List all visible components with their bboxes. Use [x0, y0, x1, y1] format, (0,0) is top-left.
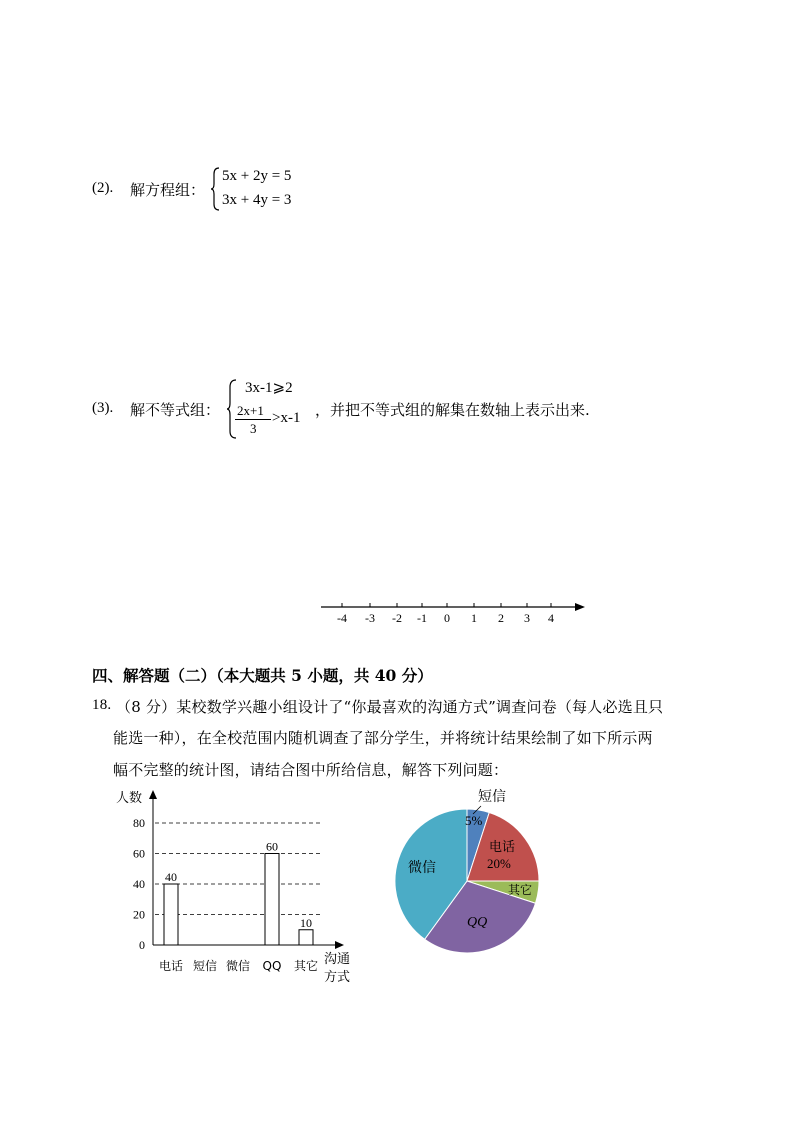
number-line-tick-label: 2: [498, 611, 504, 625]
bar-chart-xlabel-1: 沟通: [324, 952, 351, 967]
number-line-tick-label: 4: [548, 611, 554, 625]
number-line-tick-label: -4: [337, 611, 347, 625]
section-4-title: 四、解答题（二）（本大题共 5 小题，共 40 分）: [92, 666, 433, 685]
bar-chart-ytick-label: 60: [133, 846, 145, 861]
q3-ineq2-rhs: >x-1: [272, 410, 301, 426]
q3-frac-num: 2x+1: [237, 403, 264, 418]
bar-chart-xlabel-2: 方式: [324, 970, 351, 985]
number-line-tick-label: 3: [524, 611, 530, 625]
bar-chart-ytick-label: 20: [133, 907, 145, 922]
pie-label-qq: QQ: [467, 915, 488, 930]
pie-label-duanxin-pct: 5%: [465, 813, 483, 828]
bar-chart: [110, 785, 370, 990]
bar-chart-data-label: 60: [266, 839, 278, 854]
pie-label-weixin: 微信: [408, 860, 436, 876]
bar-chart-category-label: 微信: [225, 959, 251, 973]
bar-chart-category-label: 短信: [192, 959, 218, 973]
number-line-tick-label: -2: [392, 611, 402, 625]
q3-frac-den: 3: [250, 421, 257, 436]
q2-label: (2).: [92, 180, 114, 196]
bar-chart-ylabel: 人数: [116, 791, 143, 806]
bar-chart-ytick-label: 80: [133, 816, 145, 830]
number-line-tick-label: 0: [444, 611, 450, 625]
q3-label: (3).: [92, 400, 114, 416]
q3-prompt: 解不等式组：: [130, 401, 221, 419]
q2-eq1: 5x + 2y = 5: [222, 168, 292, 184]
bar-chart-bar: [265, 854, 279, 946]
bar-chart-category-label: QQ: [262, 959, 282, 973]
bar-chart-y-arrow: [149, 790, 157, 799]
q18-number: 18.: [92, 697, 112, 713]
q18-line1: （8 分）某校数学兴趣小组设计了“你最喜欢的沟通方式”调查问卷（每人必选且只: [116, 698, 664, 716]
pie-label-duanxin: 短信: [478, 789, 506, 805]
q18-line2: 能选一种），在全校范围内随机调查了部分学生，并将统计结果绘制了如下所示两: [113, 729, 653, 747]
bar-chart-data-label: 10: [300, 915, 312, 930]
bar-chart-data-label: 40: [165, 870, 177, 884]
pie-label-qita: 其它: [508, 883, 533, 897]
pie-chart: [385, 785, 560, 965]
number-line-tick-label: 1: [471, 611, 477, 625]
q2-eq2: 3x + 4y = 3: [222, 192, 292, 208]
bar-chart-x-arrow: [335, 941, 344, 949]
q3-frac-bar: [235, 419, 271, 420]
number-line-arrow: [575, 603, 585, 611]
pie-label-dianhua: 电话: [489, 840, 516, 855]
number-line-tick-label: -1: [417, 611, 427, 625]
number-line-tick-label: -3: [365, 611, 375, 625]
q2-brace: [210, 166, 222, 212]
bar-chart-ytick-label: 0: [139, 938, 145, 952]
bar-chart-bar: [164, 884, 178, 945]
bar-chart-category-label: 其它: [293, 959, 319, 973]
q2-prompt: 解方程组：: [130, 181, 206, 199]
q3-suffix: ，并把不等式组的解集在数轴上表示出来.: [315, 401, 590, 419]
pie-label-dianhua-pct: 20%: [487, 856, 511, 871]
bar-chart-ytick-label: 40: [133, 877, 145, 891]
q3-ineq1: 3x-1⩾2: [245, 380, 293, 396]
number-line: [315, 595, 595, 630]
q18-line3: 幅不完整的统计图，请结合图中所给信息，解答下列问题：: [113, 761, 509, 779]
bar-chart-bar: [299, 930, 313, 945]
bar-chart-category-label: 电话: [158, 959, 184, 973]
